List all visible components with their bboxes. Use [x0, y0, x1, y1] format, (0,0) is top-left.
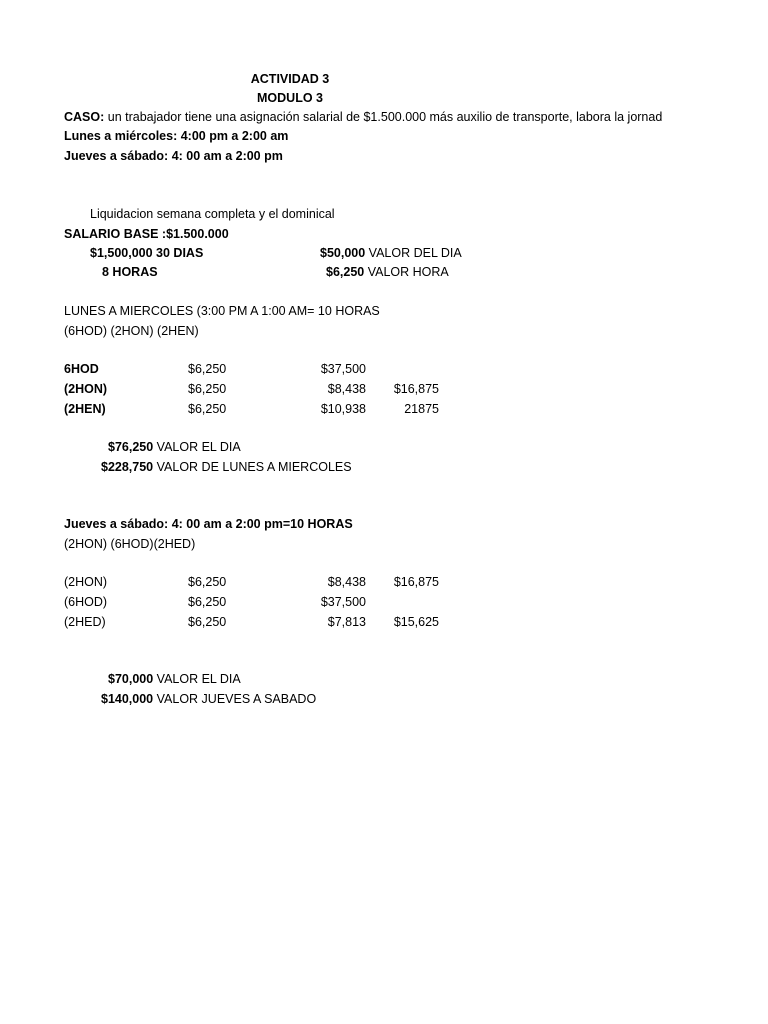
row-extra: $16,875 — [393, 575, 439, 589]
valor-dia-line — [320, 247, 462, 260]
row-rate: $6,250 — [188, 382, 227, 396]
total-day-value: $70,000 — [108, 672, 154, 686]
row-label: 6HOD — [64, 362, 99, 376]
total-range-label: VALOR DE LUNES A MIERCOLES — [153, 460, 352, 474]
lunes-total-day — [108, 441, 241, 454]
row-rate: $6,250 — [188, 402, 227, 416]
caso-text: un trabajador tiene una asignación salarial de $1.500.000 más auxilio de transporte, labora la jornad — [104, 110, 663, 124]
row-extra: 21875 — [404, 402, 439, 416]
valor-dia-value: $50,000 — [320, 246, 366, 260]
lunes-total-range — [101, 461, 352, 474]
caso-line — [64, 111, 662, 124]
row-value: $37,500 — [320, 362, 366, 376]
schedule-jueves: Jueves a sábado: 4: 00 am a 2:00 pm — [64, 149, 283, 163]
lunes-heading: LUNES A MIERCOLES (3:00 PM A 1:00 AM= 10 HORAS — [64, 304, 380, 318]
jueves-total-range — [101, 693, 316, 706]
row-label: (2HEN) — [64, 402, 106, 416]
row-label: (6HOD) — [64, 595, 108, 609]
valor-hora-line — [326, 266, 449, 279]
liquidacion-heading: Liquidacion semana completa y el dominical — [90, 207, 335, 221]
row-rate: $6,250 — [188, 615, 227, 629]
row-rate: $6,250 — [188, 595, 227, 609]
valor-hora-label: VALOR HORA — [364, 265, 449, 279]
valor-hora-value: $6,250 — [326, 265, 365, 279]
total-day-value: $76,250 — [108, 440, 154, 454]
row-label: (2HON) — [64, 575, 108, 589]
row-extra: $16,875 — [393, 382, 439, 396]
row-label: (2HED) — [64, 615, 106, 629]
horas-label: 8 HORAS — [102, 265, 158, 279]
document-subtitle: MODULO 3 — [257, 91, 323, 105]
row-rate: $6,250 — [188, 575, 227, 589]
total-day-label: VALOR EL DIA — [153, 440, 241, 454]
row-label: (2HON) — [64, 382, 108, 396]
row-value: $8,438 — [327, 382, 366, 396]
schedule-lunes: Lunes a miércoles: 4:00 pm a 2:00 am — [64, 129, 289, 143]
jueves-total-day — [108, 673, 241, 686]
row-value: $37,500 — [320, 595, 366, 609]
lunes-codes: (6HOD) (2HON) (2HEN) — [64, 324, 199, 338]
row-value: $7,813 — [327, 615, 366, 629]
document-title: ACTIVIDAD 3 — [250, 72, 330, 86]
total-range-value: $228,750 — [101, 460, 154, 474]
row-extra: $15,625 — [393, 615, 439, 629]
salario-dias: $1,500,000 30 DIAS — [90, 246, 204, 260]
caso-label: CASO: — [64, 110, 105, 124]
jueves-codes: (2HON) (6HOD)(2HED) — [64, 537, 196, 551]
row-value: $10,938 — [320, 402, 366, 416]
total-day-label: VALOR EL DIA — [153, 672, 241, 686]
salario-base: SALARIO BASE :$1.500.000 — [64, 227, 229, 241]
total-range-label: VALOR JUEVES A SABADO — [153, 692, 317, 706]
total-range-value: $140,000 — [101, 692, 154, 706]
jueves-heading: Jueves a sábado: 4: 00 am a 2:00 pm=10 HORAS — [64, 517, 353, 531]
row-value: $8,438 — [327, 575, 366, 589]
valor-dia-label: VALOR DEL DIA — [365, 246, 462, 260]
row-rate: $6,250 — [188, 362, 227, 376]
